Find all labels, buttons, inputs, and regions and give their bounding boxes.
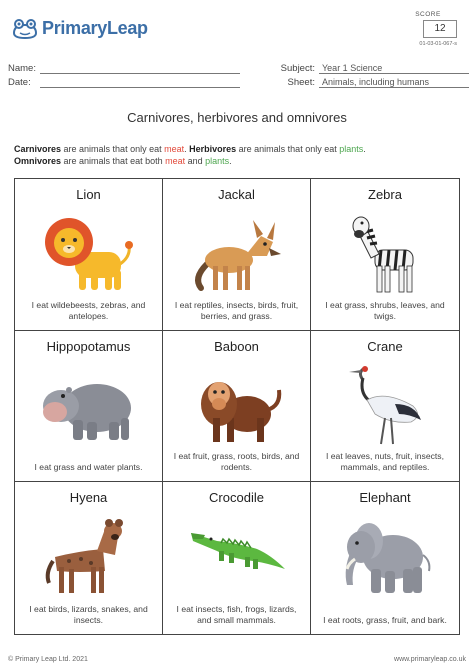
brand-name: PrimaryLeap [42, 18, 148, 38]
footer-copyright: © Primary Leap Ltd. 2021 [8, 656, 88, 663]
frog-logo-icon [12, 19, 38, 39]
score-label: SCORE [415, 11, 441, 18]
sheet-label: Sheet: [287, 77, 315, 88]
animal-name: Hyena [69, 490, 108, 506]
page-title: Carnivores, herbivores and omnivores [127, 110, 347, 125]
omnivores-word: Omnivores [14, 156, 62, 166]
score-box [399, 11, 457, 47]
animal-desc: I eat wildebeests, zebras, and antelopes. [31, 299, 146, 321]
footer-website[interactable]: www.primaryleap.co.uk [394, 656, 466, 663]
elephant-icon [335, 511, 435, 599]
intro-text-part: and [185, 156, 206, 166]
plants-word: plants [339, 144, 364, 154]
meat-word: meat [165, 156, 186, 166]
name-label: Name: [8, 63, 36, 74]
animal-desc: I eat birds, lizards, snakes, and insects. [29, 604, 148, 625]
lion-icon [39, 208, 139, 296]
plants-word: plants [205, 156, 230, 166]
animal-card-hippopotamus [15, 331, 163, 483]
animal-card-crocodile [163, 482, 311, 634]
animal-card-crane [311, 331, 459, 483]
intro-text-part: . [363, 144, 366, 154]
animal-name: Baboon [214, 338, 259, 354]
animal-name: Elephant [359, 490, 411, 506]
animal-card-zebra [311, 179, 459, 331]
animal-card-elephant [311, 482, 459, 634]
animal-desc: I eat leaves, nuts, fruit, insects, mammals, and reptiles. [326, 451, 444, 473]
animal-name: Lion [76, 187, 101, 202]
animal-name: Zebra [368, 187, 402, 202]
carnivores-word: Carnivores [14, 144, 62, 154]
animal-name: Crane [367, 338, 403, 354]
student-fields [8, 62, 240, 90]
animal-desc: I eat fruit, grass, roots, birds, and rodents. [173, 451, 300, 473]
intro-text-part: . [229, 156, 232, 166]
hyena-icon [39, 511, 139, 599]
intro-text-part: are animals that eat both [61, 156, 166, 166]
zebra-icon [335, 208, 435, 296]
animal-desc: I eat reptiles, insects, birds, fruit, berries, and grass. [174, 299, 299, 321]
date-label: Date: [8, 77, 31, 88]
crocodile-icon [187, 511, 287, 599]
animal-name: Crocodile [209, 490, 264, 506]
animal-name: Jackal [218, 187, 255, 202]
baboon-icon [187, 360, 287, 448]
name-field[interactable] [40, 63, 240, 74]
animal-card-jackal [163, 179, 311, 331]
jackal-icon [187, 208, 287, 296]
sheet-value: Animals, including humans [319, 77, 469, 88]
animal-card-baboon [163, 331, 311, 483]
sheet-code: 01-03-01-067-s [419, 41, 457, 47]
animal-desc: I eat grass and water plants. [34, 462, 143, 473]
animal-desc: I eat insects, fish, frogs, lizards, and small mammals. [176, 604, 297, 625]
subject-label: Subject: [280, 63, 315, 74]
hippopotamus-icon [39, 360, 139, 448]
animal-name: Hippopotamus [46, 338, 131, 354]
intro-text [14, 143, 464, 167]
score-value: 12 [423, 20, 457, 38]
crane-icon [335, 360, 435, 448]
animal-grid [14, 178, 460, 635]
subject-value: Year 1 Science [319, 63, 469, 74]
animal-desc: I eat grass, shrubs, leaves, and twigs. [325, 299, 445, 321]
sheet-fields [277, 62, 469, 90]
animal-card-hyena [15, 482, 163, 634]
intro-text-part: . [184, 144, 190, 154]
intro-text-part: are animals that only eat [236, 144, 340, 154]
herbivores-word: Herbivores [189, 144, 237, 154]
brand-logo [12, 18, 148, 39]
intro-text-part: are animals that only eat [61, 144, 165, 154]
animal-card-lion [15, 179, 163, 331]
date-field[interactable] [40, 77, 240, 88]
meat-word: meat [164, 144, 185, 154]
animal-desc: I eat roots, grass, fruit, and bark. [323, 615, 447, 625]
